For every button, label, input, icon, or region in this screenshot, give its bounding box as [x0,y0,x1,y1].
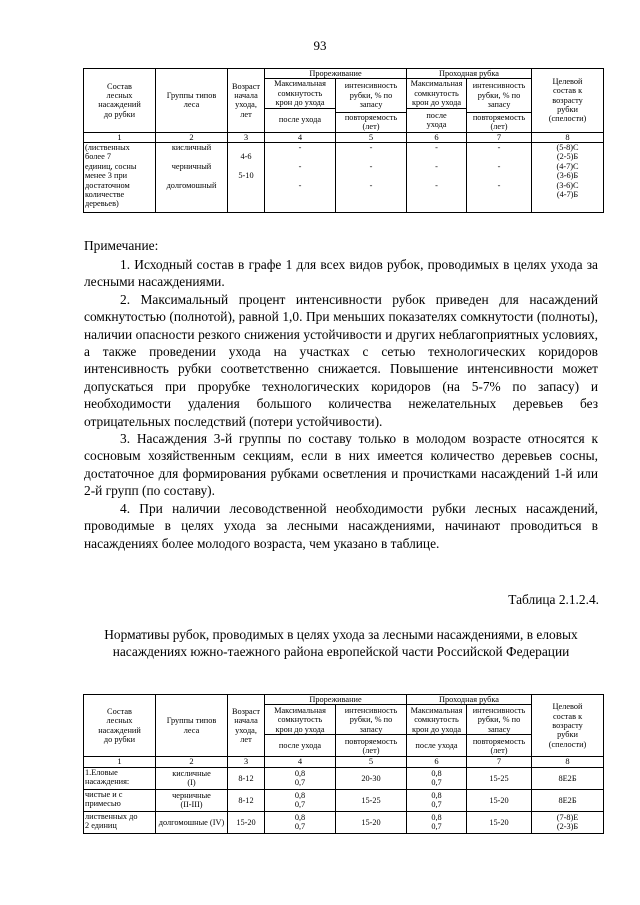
t2-cell-intensity-2: 15-20 [467,789,532,811]
t2-header-intensity: интенсивность рубки, % по запасу [336,705,407,735]
t1-cell-start-age: 4-6 5-10 [228,143,265,213]
t2-cell-intensity: 20-30 [336,767,407,789]
t2-header-max-closure-2: Максимальная сомкнутость крон до ухода [407,705,467,735]
t1-cell-max-closure-2: - - - [407,143,467,213]
t2-cell-max-closure: 0,8 0,7 [265,811,336,833]
t1-header-repeat-2: повторяемость (лет) [467,112,532,132]
t2-cell-max-closure: 0,8 0,7 [265,767,336,789]
t2-header-intensity-2: интенсивность рубки, % по запасу [467,705,532,735]
t2-header-after: после ухода [265,735,336,757]
t1-header-thinning: Прореживание [265,69,407,79]
table-1 [83,68,604,213]
t2-cell-max-closure-2: 0,8 0,7 [407,767,467,789]
t1-header-max-closure-2: Максимальная сомкнутость крон до ухода [407,79,467,108]
t2-cell-forest-type: долгомошные (IV) [156,811,228,833]
t1-colnum: 1 [84,132,156,142]
t1-cell-forest-types: кисличный черничный долгомошный [156,143,228,213]
t1-colnum: 4 [265,132,336,142]
t2-header-max-closure: Максимальная сомкнутость крон до ухода [265,705,336,735]
t1-colnum: 8 [532,132,604,142]
t1-header-after: после ухода [265,108,336,132]
table-2-title: Нормативы рубок, проводимых в целях ухода за лесными насаждениями, в еловых насаждениях южно-таежного района европейской части Российской Федерации [104,627,578,660]
t1-header-composition: Состав лесных насаждений до рубки [84,69,156,133]
table-row [84,811,604,833]
note-paragraph-1: 1. Исходный состав в графе 1 для всех видов рубок, проводимых в целях ухода за лесными насаждениями. [84,257,598,290]
t2-cell-start-age: 15-20 [228,811,265,833]
note-paragraph-3: 3. Насаждения 3-й группы по составу только в молодом возрасте относятся к сосновым хозяйственным секциям, если в них имеется количество деревьев сосны, достаточное для формирования рубками осветления и прочистками насаждений 1-й или 2-й групп (по составу). [84,431,598,499]
t2-colnum: 1 [84,757,156,767]
t2-header-after-2: после ухода [407,735,467,757]
t2-header-composition: Состав лесных насаждений до рубки [84,695,156,757]
t2-cell-intensity: 15-20 [336,811,407,833]
t2-header-repeat-2: повторяемость (лет) [467,735,532,757]
t2-header-forest-type: Группы типов леса [156,695,228,757]
note-body [84,256,598,552]
note-paragraph-2: 2. Максимальный процент интенсивности рубок приведен для насаждений сомкнутостью (полнотой), равной 1,0. При меньших показателях сомкнутости (полноты), наличии опасности резкого снижения устойчивости и других неблагоприятных условиях, а также проведении ухода на участках с сетью технологических коридоров интенсивность рубки соответственно снижается. Повышение интенсивности может допускаться при прорубке технологических коридоров (на 5-7% по запасу) и необходимости удаления большого количества нежелательных деревьев без отрицательных последствий (потери устойчивости). [84,291,598,429]
t1-colnum: 5 [336,132,407,142]
t1-cell-max-closure: - - - [265,143,336,213]
t2-cell-composition: лиственных до 2 единиц [84,811,156,833]
table-2-label: Таблица 2.1.2.4. [508,592,599,607]
t2-cell-max-closure: 0,8 0,7 [265,789,336,811]
t1-cell-intensity: - - - [336,143,407,213]
t2-colnum: 6 [407,757,467,767]
t2-colnum: 5 [336,757,407,767]
t1-header-intensity-2: интенсивность рубки, % по запасу [467,79,532,112]
t2-cell-target: 8Е2Б [532,789,604,811]
t2-cell-intensity-2: 15-25 [467,767,532,789]
t2-cell-max-closure-2: 0,8 0,7 [407,789,467,811]
t1-colnum: 7 [467,132,532,142]
t1-header-max-closure: Максимальная сомкнутость крон до ухода [265,79,336,108]
t2-cell-composition: 1.Еловые насаждения: [84,767,156,789]
t2-cell-target: 8Е2Б [532,767,604,789]
t1-colnum: 2 [156,132,228,142]
t2-cell-intensity-2: 15-20 [467,811,532,833]
t2-cell-intensity: 15-25 [336,789,407,811]
t1-colnum: 6 [407,132,467,142]
t2-header-target-composition: Целевой состав к возрасту рубки (спелости) [532,695,604,757]
t2-cell-target: (7-8)Е (2-3)Б [532,811,604,833]
table-row [84,789,604,811]
t2-cell-max-closure-2: 0,8 0,7 [407,811,467,833]
t1-header-passage-cutting: Проходная рубка [407,69,532,79]
t2-cell-forest-type: черничные (II-III) [156,789,228,811]
t1-header-start-age: Возраст начала ухода, лет [228,69,265,133]
t1-header-target-composition: Целевой состав к возрасту рубки (спелости) [532,69,604,133]
t2-cell-start-age: 8-12 [228,789,265,811]
t1-cell-target: (5-8)С (2-5)Б (4-7)С (3-6)Б (3-6)С (4-7)Б [532,143,604,213]
t2-colnum: 2 [156,757,228,767]
t2-header-start-age: Возраст начала ухода, лет [228,695,265,757]
note-paragraph-4: 4. При наличии лесоводственной необходимости рубки лесных насаждений, проводимые в целях ухода за лесными насаждениями, начинают проводиться в насаждениях более молодого возраста, чем указано в таблице. [84,500,598,551]
t2-cell-forest-type: кисличные (I) [156,767,228,789]
t2-colnum: 4 [265,757,336,767]
note-title: Примечание: [84,238,159,253]
t1-header-repeat: повторяемость (лет) [336,112,407,132]
t2-header-passage-cutting: Проходная рубка [407,695,532,705]
t1-cell-composition: (лиственных более 7 единиц, сосны менее 3 при достаточном количестве деревьев) [84,143,156,213]
t2-header-thinning: Прореживание [265,695,407,705]
t2-header-repeat: повторяемость (лет) [336,735,407,757]
t2-colnum: 8 [532,757,604,767]
t2-colnum: 3 [228,757,265,767]
t1-header-forest-type: Группы типов леса [156,69,228,133]
table-2 [83,694,604,834]
t2-colnum: 7 [467,757,532,767]
t1-header-intensity: интенсивность рубки, % по запасу [336,79,407,112]
t1-colnum: 3 [228,132,265,142]
table-row [84,767,604,789]
t1-header-after-2: после ухода [407,108,467,132]
page-number: 93 [313,38,327,53]
t2-cell-composition: чистые и с примесью [84,789,156,811]
t1-cell-intensity-2: - - - [467,143,532,213]
t2-cell-start-age: 8-12 [228,767,265,789]
